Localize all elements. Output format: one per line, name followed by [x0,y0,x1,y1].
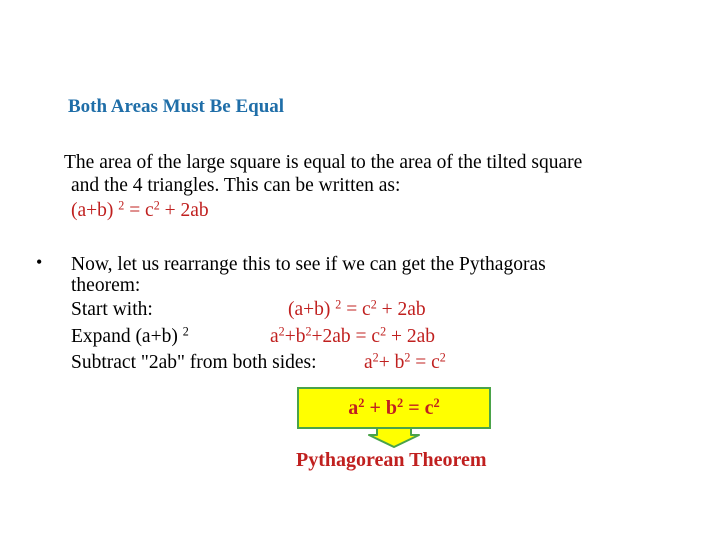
step-subtract-label: Subtract "2ab" from both sides: [71,352,317,373]
intro-line-2: and the 4 triangles. This can be written as: [71,175,401,196]
bullet-line-1: Now, let us rearrange this to see if we can get the Pythagoras [71,254,546,275]
bullet-point: • [36,252,43,272]
result-callout-box [297,387,491,429]
intro-equation: (a+b) $^2 = c^2 + 2ab$ [71,198,209,221]
bullet-line-2: theorem: [71,275,141,296]
slide-heading: Both Areas Must Be Equal [68,96,285,117]
step-start-label: Start with: [71,299,153,320]
intro-line-1: The area of the large square is equal to the area of the tilted square [64,152,583,173]
result-equation: $a^2 + b^2 = c^2$ [348,395,440,419]
step-expand-label: Expand (a+b) $^2$ [71,324,189,347]
step-expand-equation: $a^2+b^2+2ab = c^2 + 2ab$ [270,324,436,347]
theorem-label: Pythagorean Theorem [296,449,487,471]
step-start-equation: (a+b) $^2 = c^2 + 2ab$ [288,297,426,320]
step-subtract-equation: $a^2+ b^2 = c^2$ [364,350,446,373]
